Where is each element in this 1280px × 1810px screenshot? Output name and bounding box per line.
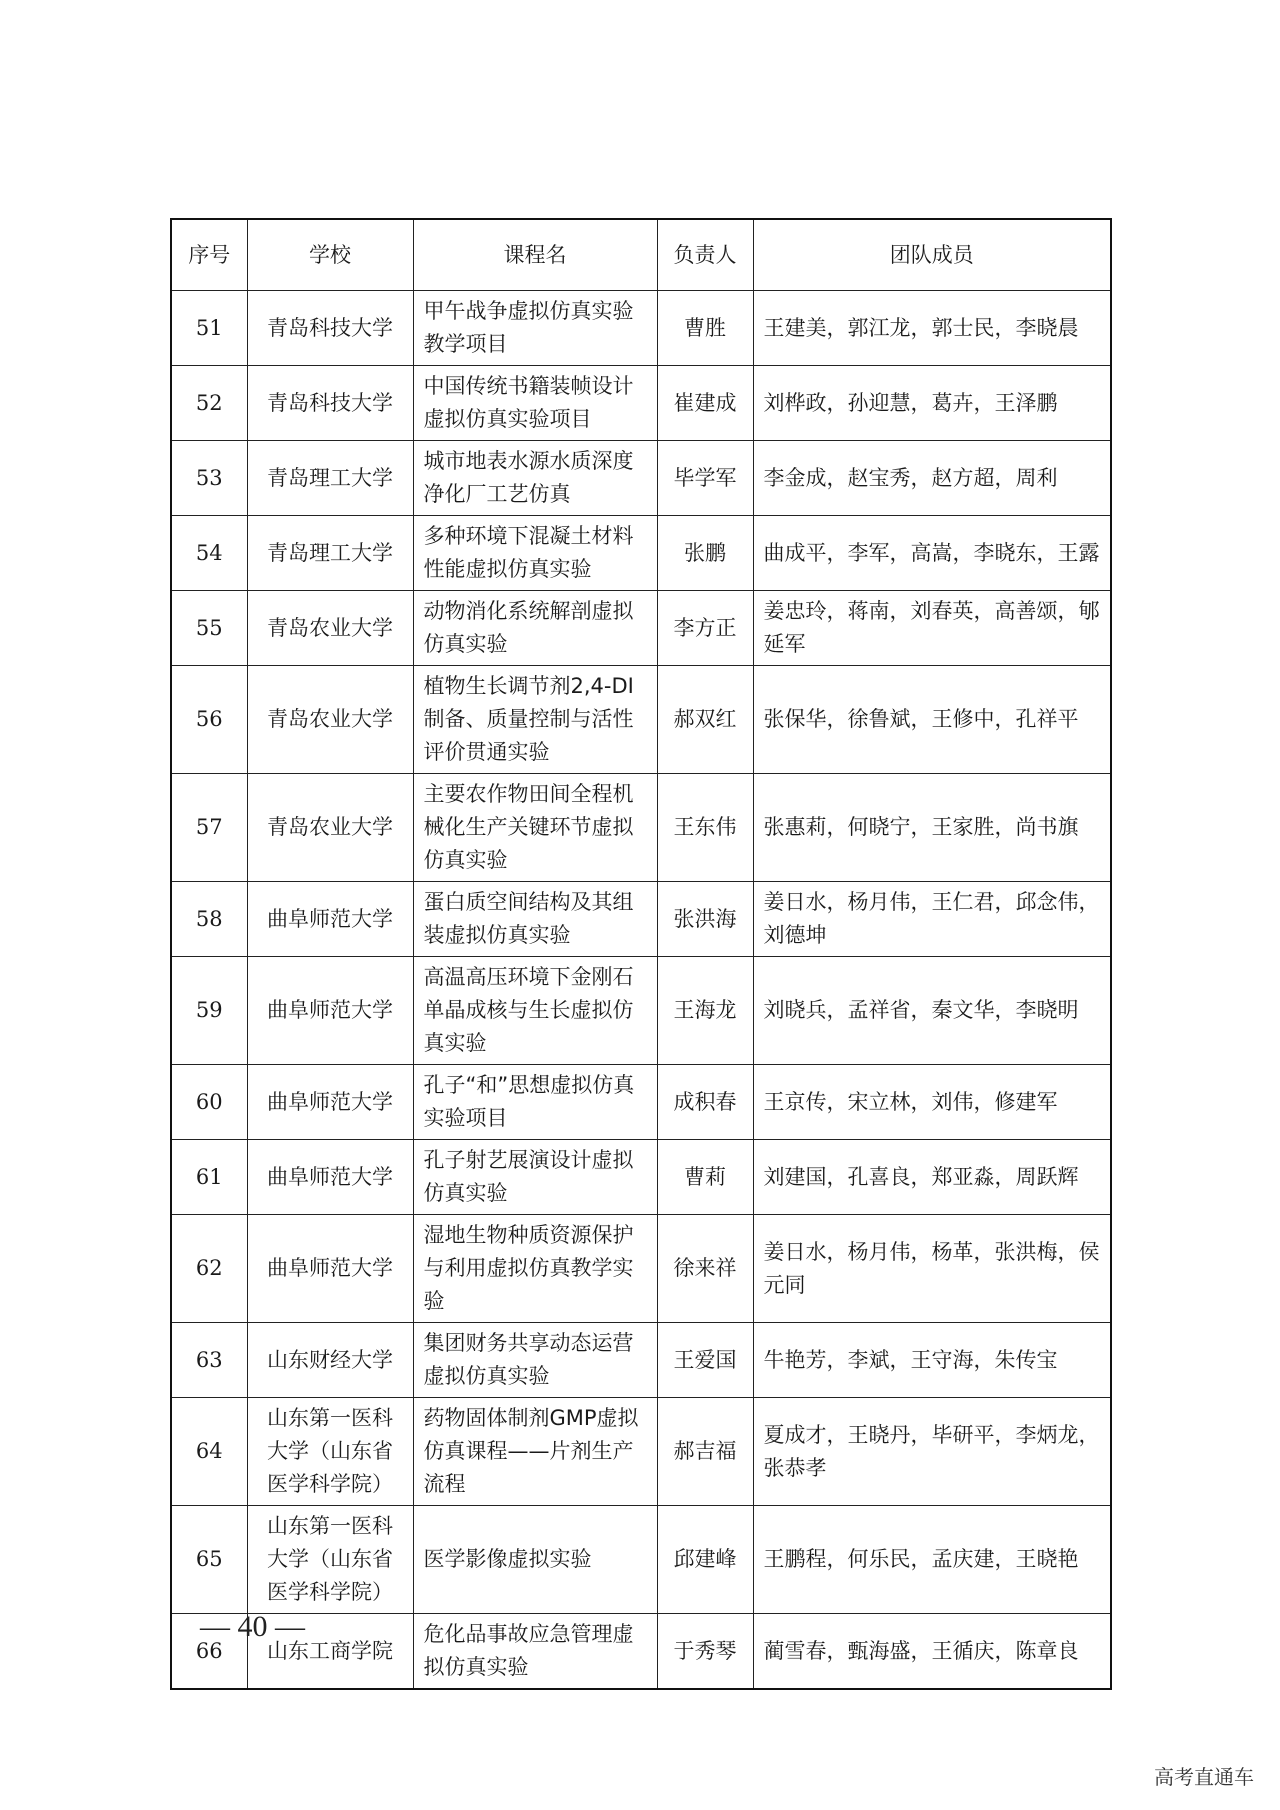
- cell-course: 湿地生物种质资源保护与利用虚拟仿真教学实验: [413, 1215, 657, 1323]
- cell-school: 青岛理工大学: [247, 441, 413, 516]
- cell-leader: 李方正: [657, 591, 753, 666]
- cell-course: 甲午战争虚拟仿真实验教学项目: [413, 291, 657, 366]
- cell-school: 曲阜师范大学: [247, 882, 413, 957]
- cell-leader: 徐来祥: [657, 1215, 753, 1323]
- cell-school: 山东财经大学: [247, 1323, 413, 1398]
- cell-index: 56: [171, 666, 247, 774]
- cell-school: 青岛农业大学: [247, 666, 413, 774]
- table-row: [171, 774, 1111, 882]
- cell-index: 57: [171, 774, 247, 882]
- cell-course: 多种环境下混凝土材料性能虚拟仿真实验: [413, 516, 657, 591]
- cell-members: 刘建国，孔喜良，郑亚淼，周跃辉: [753, 1140, 1111, 1215]
- header-school: 学校: [247, 219, 413, 291]
- cell-index: 65: [171, 1506, 247, 1614]
- table-row: [171, 366, 1111, 441]
- cell-leader: 毕学军: [657, 441, 753, 516]
- cell-school: 青岛科技大学: [247, 291, 413, 366]
- cell-members: 牛艳芳，李斌，王守海，朱传宝: [753, 1323, 1111, 1398]
- table-row: [171, 516, 1111, 591]
- cell-index: 66: [171, 1614, 247, 1690]
- cell-members: 李金成，赵宝秀，赵方超，周利: [753, 441, 1111, 516]
- cell-course: 主要农作物田间全程机械化生产关键环节虚拟仿真实验: [413, 774, 657, 882]
- cell-leader: 曹胜: [657, 291, 753, 366]
- cell-index: 58: [171, 882, 247, 957]
- table-row: [171, 957, 1111, 1065]
- cell-school: 曲阜师范大学: [247, 957, 413, 1065]
- cell-index: 59: [171, 957, 247, 1065]
- cell-members: 姜日水，杨月伟，杨革，张洪梅，侯元同: [753, 1215, 1111, 1323]
- cell-course: 高温高压环境下金刚石单晶成核与生长虚拟仿真实验: [413, 957, 657, 1065]
- cell-course: 植物生长调节剂2,4-DI制备、质量控制与活性评价贯通实验: [413, 666, 657, 774]
- cell-leader: 张鹏: [657, 516, 753, 591]
- table-row: [171, 1506, 1111, 1614]
- cell-index: 61: [171, 1140, 247, 1215]
- cell-leader: 王东伟: [657, 774, 753, 882]
- cell-leader: 崔建成: [657, 366, 753, 441]
- cell-members: 蔺雪春，甄海盛，王循庆，陈章良: [753, 1614, 1111, 1690]
- cell-course: 药物固体制剂GMP虚拟仿真课程——片剂生产流程: [413, 1398, 657, 1506]
- cell-members: 王建美，郭江龙，郭士民，李晓晨: [753, 291, 1111, 366]
- cell-leader: 张洪海: [657, 882, 753, 957]
- cell-school: 曲阜师范大学: [247, 1140, 413, 1215]
- cell-course: 危化品事故应急管理虚拟仿真实验: [413, 1614, 657, 1690]
- cell-school: 山东第一医科大学（山东省医学科学院）: [247, 1506, 413, 1614]
- cell-course: 动物消化系统解剖虚拟仿真实验: [413, 591, 657, 666]
- cell-leader: 曹莉: [657, 1140, 753, 1215]
- table-row: [171, 1323, 1111, 1398]
- cell-members: 张惠莉，何晓宁，王家胜，尚书旗: [753, 774, 1111, 882]
- header-members: 团队成员: [753, 219, 1111, 291]
- cell-members: 夏成才，王晓丹，毕研平，李炳龙，张恭孝: [753, 1398, 1111, 1506]
- cell-leader: 于秀琴: [657, 1614, 753, 1690]
- cell-members: 姜日水，杨月伟，王仁君，邱念伟，刘德坤: [753, 882, 1111, 957]
- cell-course: 中国传统书籍装帧设计虚拟仿真实验项目: [413, 366, 657, 441]
- header-leader: 负责人: [657, 219, 753, 291]
- cell-index: 60: [171, 1065, 247, 1140]
- cell-members: 王京传，宋立林，刘伟，修建军: [753, 1065, 1111, 1140]
- cell-leader: 郝吉福: [657, 1398, 753, 1506]
- cell-index: 52: [171, 366, 247, 441]
- cell-course: 蛋白质空间结构及其组装虚拟仿真实验: [413, 882, 657, 957]
- table-row: [171, 1140, 1111, 1215]
- cell-school: 山东第一医科大学（山东省医学科学院）: [247, 1398, 413, 1506]
- table-row: [171, 1065, 1111, 1140]
- watermark: 高考直通车: [1154, 1765, 1254, 1789]
- cell-index: 62: [171, 1215, 247, 1323]
- cell-members: 曲成平，李军，高嵩，李晓东，王露: [753, 516, 1111, 591]
- cell-index: 64: [171, 1398, 247, 1506]
- table-header-row: [171, 219, 1111, 291]
- cell-leader: 王海龙: [657, 957, 753, 1065]
- cell-members: 刘晓兵，孟祥省，秦文华，李晓明: [753, 957, 1111, 1065]
- cell-index: 63: [171, 1323, 247, 1398]
- table-body: [171, 291, 1111, 1690]
- cell-leader: 成积春: [657, 1065, 753, 1140]
- page-number: — 40 —: [200, 1610, 305, 1643]
- cell-members: 姜忠玲，蒋南，刘春英，高善颂，郇延军: [753, 591, 1111, 666]
- table-row: [171, 441, 1111, 516]
- cell-school: 曲阜师范大学: [247, 1215, 413, 1323]
- cell-index: 54: [171, 516, 247, 591]
- cell-index: 55: [171, 591, 247, 666]
- table-row: [171, 1614, 1111, 1690]
- cell-school: 青岛理工大学: [247, 516, 413, 591]
- table-row: [171, 291, 1111, 366]
- cell-members: 张保华，徐鲁斌，王修中，孔祥平: [753, 666, 1111, 774]
- cell-leader: 王爱国: [657, 1323, 753, 1398]
- cell-course: 医学影像虚拟实验: [413, 1506, 657, 1614]
- course-table: [170, 218, 1112, 1690]
- table-row: [171, 882, 1111, 957]
- cell-leader: 郝双红: [657, 666, 753, 774]
- cell-members: 刘桦政，孙迎慧，葛卉，王泽鹏: [753, 366, 1111, 441]
- cell-index: 53: [171, 441, 247, 516]
- cell-index: 51: [171, 291, 247, 366]
- cell-members: 王鹏程，何乐民，孟庆建，王晓艳: [753, 1506, 1111, 1614]
- cell-school: 青岛科技大学: [247, 366, 413, 441]
- table-row: [171, 666, 1111, 774]
- cell-course: 城市地表水源水质深度净化厂工艺仿真: [413, 441, 657, 516]
- cell-school: 青岛农业大学: [247, 591, 413, 666]
- table-row: [171, 591, 1111, 666]
- cell-course: 集团财务共享动态运营虚拟仿真实验: [413, 1323, 657, 1398]
- cell-leader: 邱建峰: [657, 1506, 753, 1614]
- table-row: [171, 1215, 1111, 1323]
- header-course: 课程名: [413, 219, 657, 291]
- header-index: 序号: [171, 219, 247, 291]
- cell-school: 山东工商学院: [247, 1614, 413, 1690]
- cell-school: 青岛农业大学: [247, 774, 413, 882]
- table-row: [171, 1398, 1111, 1506]
- cell-course: 孔子射艺展演设计虚拟仿真实验: [413, 1140, 657, 1215]
- cell-school: 曲阜师范大学: [247, 1065, 413, 1140]
- cell-course: 孔子“和”思想虚拟仿真实验项目: [413, 1065, 657, 1140]
